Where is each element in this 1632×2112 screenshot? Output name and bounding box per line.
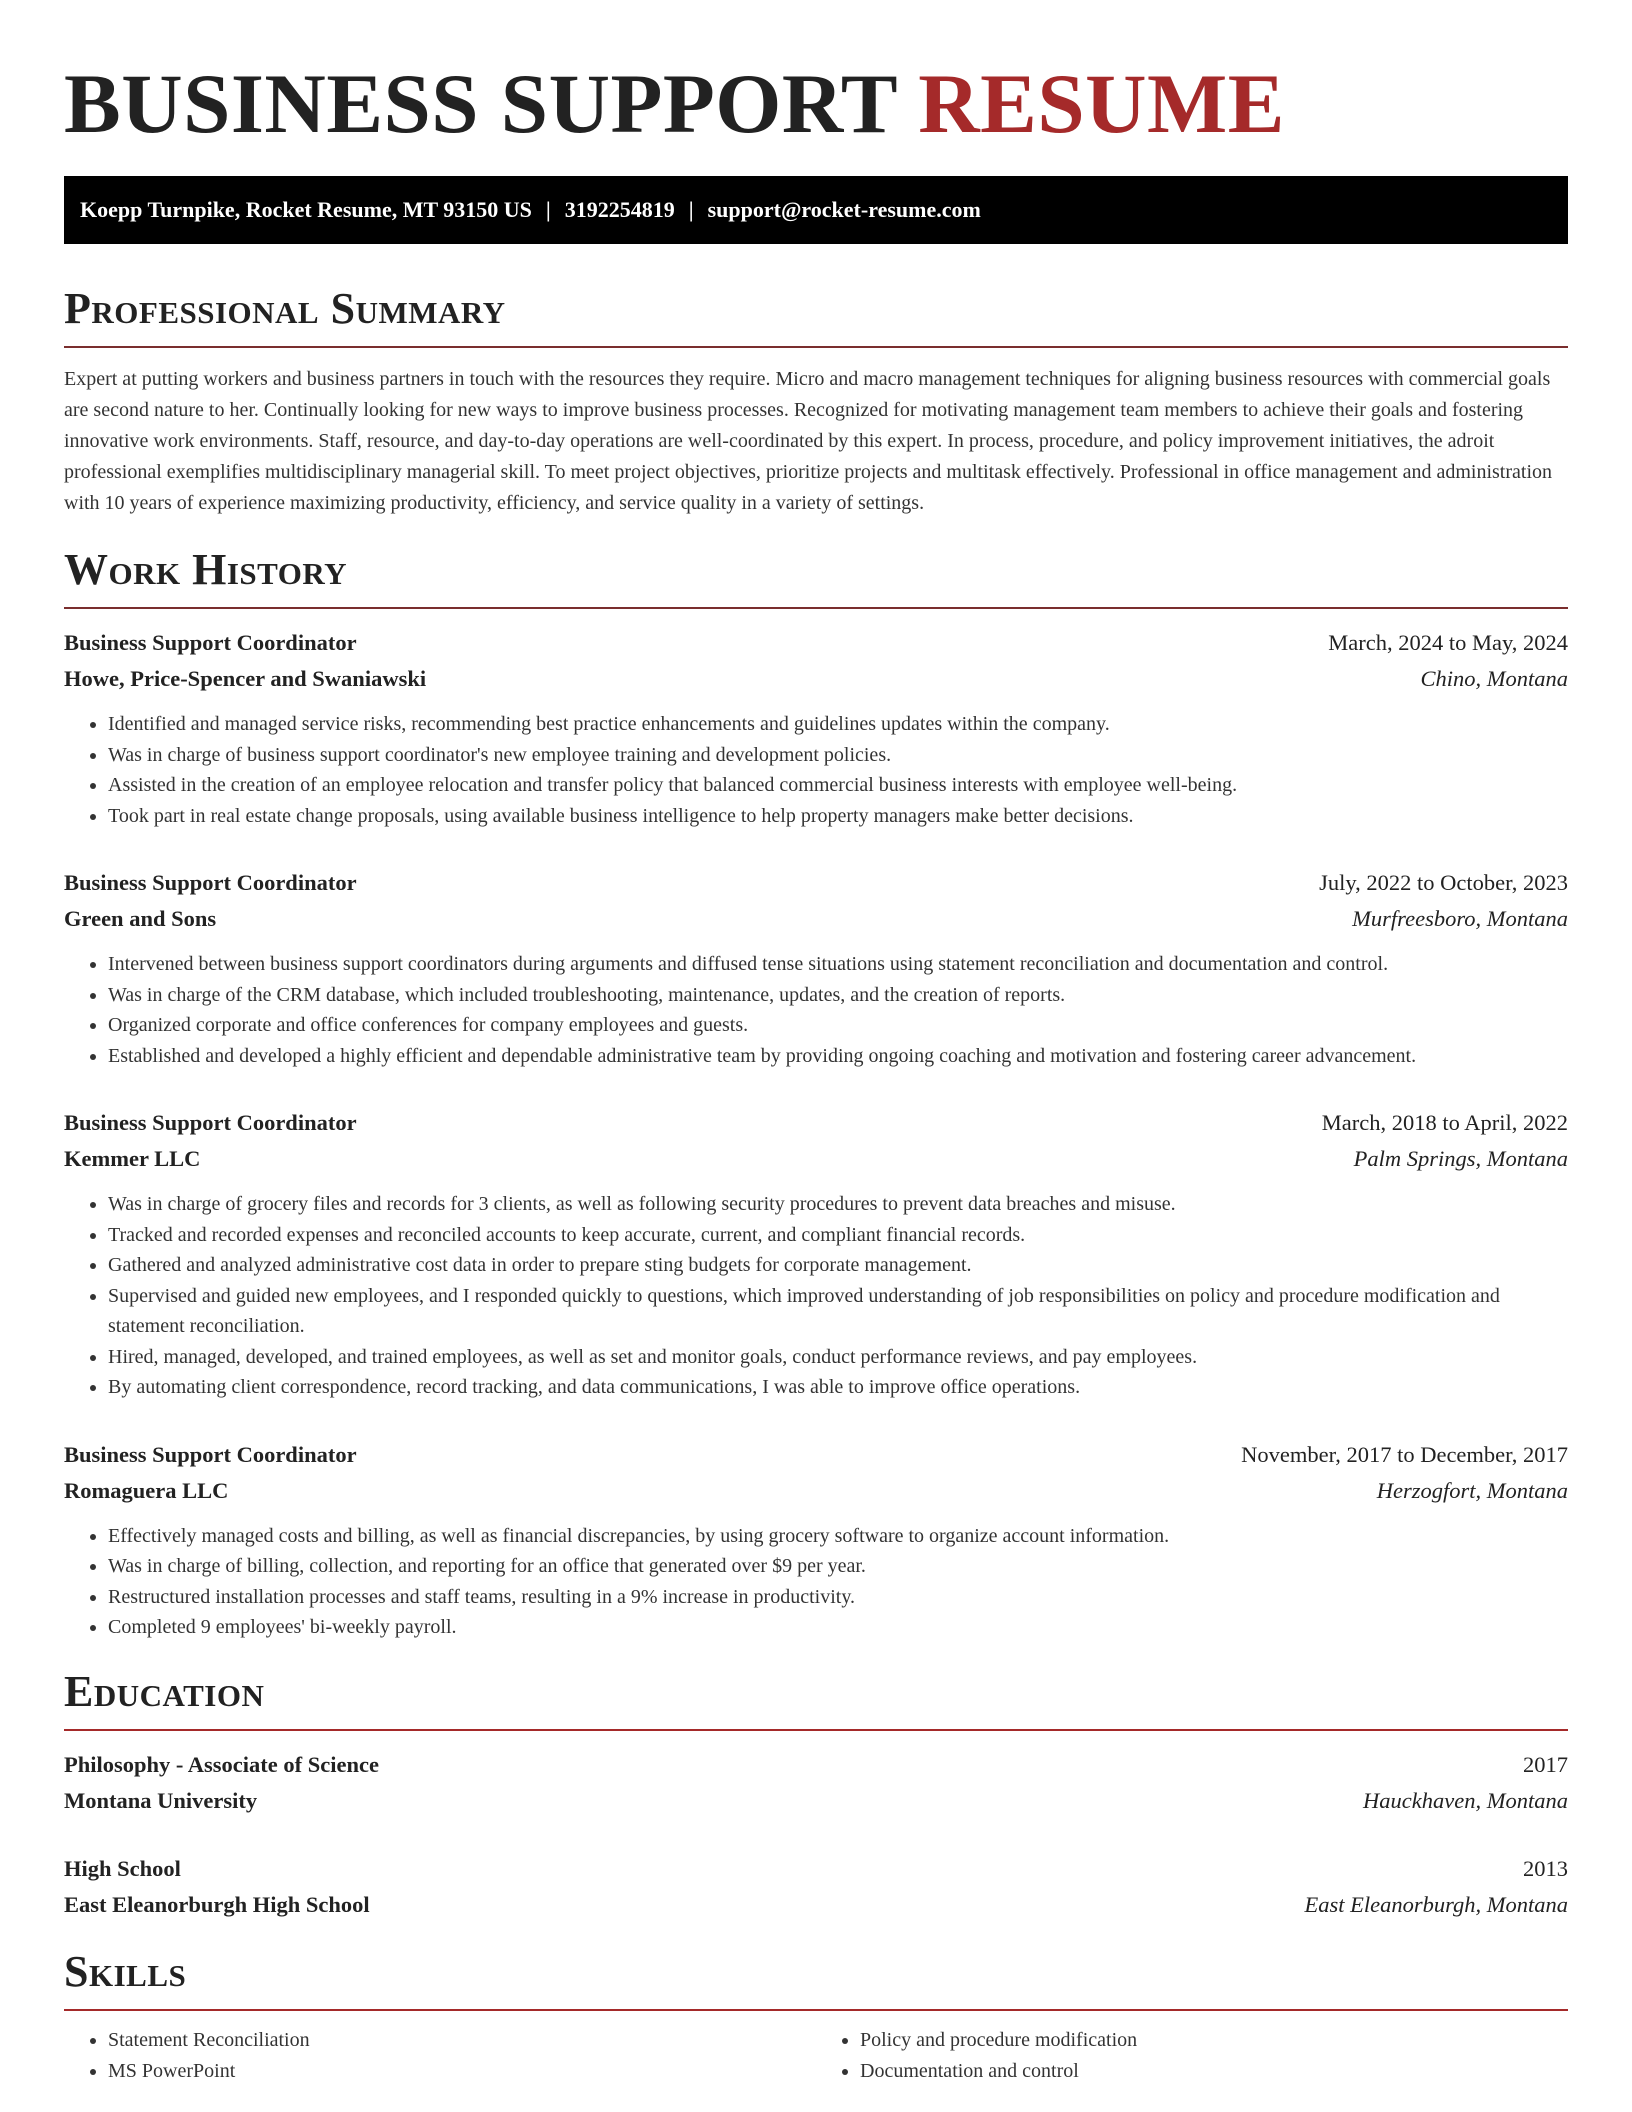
job-bullet: • Established and developed a highly efficient and dependable administrative team by providing ongoing coaching and motivation and fostering career advancement.: [108, 1041, 1568, 1072]
job-bullet: • Supervised and guided new employees, and I responded quickly to questions, which improved understanding of job responsibilities on policy and procedure modification and statement reconciliation.: [108, 1281, 1568, 1342]
education-entry: [64, 1747, 1568, 1819]
job-bullet: • Effectively managed costs and billing, as well as financial discrepancies, by using grocery software to organize account information.: [108, 1521, 1568, 1552]
job-role: Business Support Coordinator: [64, 630, 357, 656]
education-degree: Philosophy - Associate of Science: [64, 1751, 379, 1777]
section-title-work: Work History: [64, 544, 348, 594]
job-entry: [64, 865, 1568, 1071]
job-role: Business Support Coordinator: [64, 1110, 357, 1136]
summary-section: [64, 283, 1568, 519]
job-bullets: [64, 1521, 1568, 1643]
skills-column-right: [816, 2025, 1568, 2086]
job-bullet: • Organized corporate and office conferences for company employees and guests.: [108, 1010, 1568, 1041]
section-divider: [64, 346, 1568, 348]
contact-address: Koepp Turnpike, Rocket Resume, MT 93150 US: [80, 196, 532, 222]
section-title-summary: Professional Summary: [64, 283, 506, 333]
title-accent: RESUME: [918, 57, 1285, 151]
section-divider: [64, 607, 1568, 609]
job-bullet: • Was in charge of the CRM database, which included troubleshooting, maintenance, updates, and the creation of reports.: [108, 980, 1568, 1011]
contact-separator: |: [545, 196, 551, 222]
job-location: Palm Springs, Montana: [1353, 1146, 1568, 1172]
job-location: Herzogfort, Montana: [1376, 1477, 1568, 1503]
summary-text: Expert at putting workers and business partners in touch with the resources they require. Micro and macro management techniques for aligning business resources with commercial goals are second nature to her. Continually looking for new ways to improve business processes. Recognized for motivating management team members to achieve their goals and fostering innovative work environments. Staff, resource, and day-to-day operations are well-coordinated by this expert. In process, procedure, and policy improvement initiatives, the adroit professional exemplifies multidisciplinary managerial skill. To meet project objectives, prioritize projects and multitask effectively. Professional in office management and administration with 10 years of experience maximizing productivity, efficiency, and service quality in a variety of settings.: [64, 367, 1552, 514]
skills-section: [64, 1946, 1568, 2086]
contact-email: support@rocket-resume.com: [707, 196, 981, 222]
job-bullet: • Was in charge of grocery files and records for 3 clients, as well as following security procedures to prevent data breaches and misuse.: [108, 1189, 1568, 1220]
job-bullets: [64, 1189, 1568, 1403]
section-divider: [64, 1729, 1568, 1731]
job-bullet: • Gathered and analyzed administrative cost data in order to prepare sting budgets for corporate management.: [108, 1250, 1568, 1281]
job-company: Green and Sons: [64, 906, 217, 932]
skill-item: • Policy and procedure modification: [860, 2025, 1568, 2056]
education-location: Hauckhaven, Montana: [1363, 1787, 1568, 1813]
job-company: Kemmer LLC: [64, 1146, 201, 1172]
education-school: Montana University: [64, 1787, 258, 1813]
job-dates: July, 2022 to October, 2023: [1319, 870, 1568, 896]
job-bullet: • Was in charge of billing, collection, and reporting for an office that generated over $9 per year.: [108, 1551, 1568, 1582]
skill-item: • MS PowerPoint: [108, 2056, 816, 2087]
section-title-skills: Skills: [64, 1946, 187, 1996]
contact-phone: 3192254819: [564, 196, 675, 222]
job-bullet: • By automating client correspondence, record tracking, and data communications, I was able to improve office operations.: [108, 1372, 1568, 1403]
job-bullet: • Restructured installation processes and staff teams, resulting in a 9% increase in productivity.: [108, 1582, 1568, 1613]
job-bullet: • Took part in real estate change proposals, using available business intelligence to help property managers make better decisions.: [108, 801, 1568, 832]
job-bullet: • Intervened between business support coordinators during arguments and diffused tense situations using statement reconciliation and documentation and control.: [108, 949, 1568, 980]
job-dates: November, 2017 to December, 2017: [1241, 1441, 1568, 1467]
job-location: Murfreesboro, Montana: [1352, 906, 1568, 932]
contact-bar: [64, 176, 1568, 244]
section-divider: [64, 2009, 1568, 2011]
job-bullet: • Identified and managed service risks, recommending best practice enhancements and guidelines updates within the company.: [108, 709, 1568, 740]
skills-grid: [64, 2025, 1568, 2086]
education-school: East Eleanorburgh High School: [64, 1891, 370, 1917]
education-year: 2017: [1523, 1751, 1568, 1777]
work-history-section: [64, 544, 1568, 1643]
resume-title: [64, 56, 1568, 154]
job-bullet: • Tracked and recorded expenses and reconciled accounts to keep accurate, current, and compliant financial records.: [108, 1220, 1568, 1251]
contact-separator: |: [688, 196, 694, 222]
skill-item: • Statement Reconciliation: [108, 2025, 816, 2056]
job-role: Business Support Coordinator: [64, 870, 357, 896]
skill-item: • Documentation and control: [860, 2056, 1568, 2087]
job-entry: [64, 1105, 1568, 1403]
skills-column-left: [64, 2025, 816, 2086]
job-company: Romaguera LLC: [64, 1477, 229, 1503]
job-bullet: • Was in charge of business support coordinator's new employee training and development policies.: [108, 740, 1568, 771]
education-entry: [64, 1851, 1568, 1923]
job-entry: [64, 625, 1568, 831]
job-bullets: [64, 709, 1568, 831]
job-bullet: • Hired, managed, developed, and trained employees, as well as set and monitor goals, conduct performance reviews, and pay employees.: [108, 1342, 1568, 1373]
job-bullet: • Assisted in the creation of an employee relocation and transfer policy that balanced commercial business interests with employee well-being.: [108, 770, 1568, 801]
job-location: Chino, Montana: [1420, 666, 1568, 692]
job-dates: March, 2018 to April, 2022: [1321, 1110, 1568, 1136]
education-location: East Eleanorburgh, Montana: [1304, 1891, 1568, 1917]
job-role: Business Support Coordinator: [64, 1441, 357, 1467]
job-entry: [64, 1437, 1568, 1643]
section-title-education: Education: [64, 1666, 265, 1716]
job-bullets: [64, 949, 1568, 1071]
job-bullet: • Completed 9 employees' bi-weekly payroll.: [108, 1612, 1568, 1643]
education-degree: High School: [64, 1855, 181, 1881]
job-dates: March, 2024 to May, 2024: [1328, 630, 1568, 656]
title-main: BUSINESS SUPPORT: [64, 57, 897, 151]
education-section: [64, 1666, 1568, 1923]
job-company: Howe, Price-Spencer and Swaniawski: [64, 666, 427, 692]
education-year: 2013: [1523, 1855, 1568, 1881]
